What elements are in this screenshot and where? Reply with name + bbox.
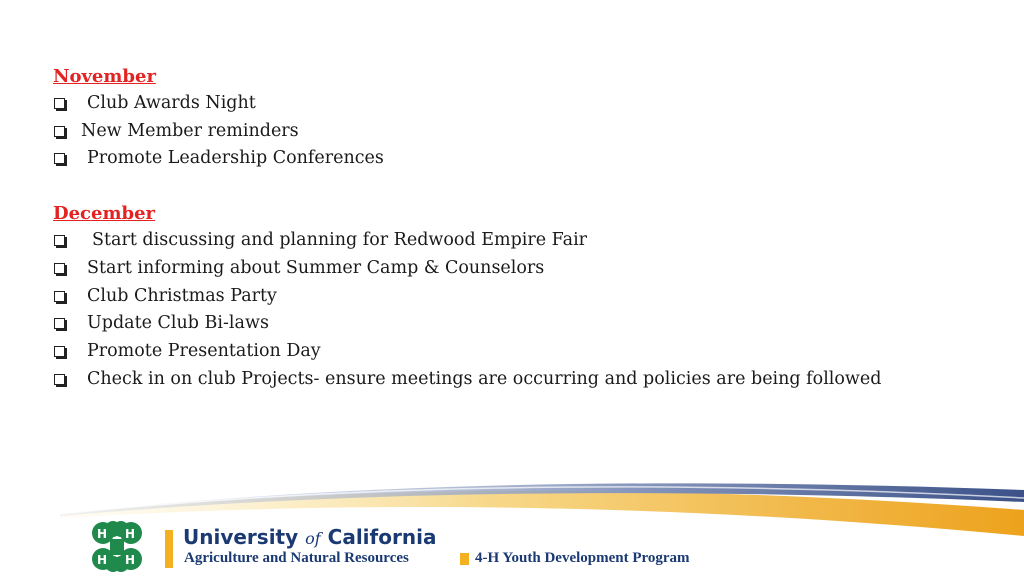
- december-checklist: [53, 227, 953, 393]
- uc-logo-bar: [165, 530, 173, 568]
- checkbox-bullet-icon: [54, 346, 65, 357]
- list-item: Check in on club Projects- ensure meetings are occurring and policies are being followed: [53, 366, 953, 394]
- svg-text:H: H: [125, 527, 136, 541]
- four-h-clover-icon: [86, 521, 148, 573]
- november-checklist: [53, 90, 953, 173]
- program-square-icon: [460, 553, 469, 565]
- program-label: 4-H Youth Development Program: [475, 550, 690, 566]
- svg-text:H: H: [125, 553, 136, 567]
- list-item: Update Club Bi-laws: [53, 310, 953, 338]
- footer: [0, 520, 1024, 576]
- checkbox-bullet-icon: [54, 318, 65, 329]
- checkbox-bullet-icon: [54, 374, 65, 385]
- uc-logo-title: University of California: [183, 525, 437, 549]
- svg-text:H: H: [97, 553, 108, 567]
- list-item: Start discussing and planning for Redwood Empire Fair: [53, 227, 953, 255]
- section-title-november: November: [53, 66, 156, 87]
- list-item: Promote Presentation Day: [53, 338, 953, 366]
- uc-division-label: Agriculture and Natural Resources: [184, 550, 409, 566]
- checkbox-bullet-icon: [54, 126, 65, 137]
- checkbox-bullet-icon: [54, 98, 65, 109]
- list-item: New Member reminders: [53, 118, 953, 146]
- list-item: Start informing about Summer Camp & Counselors: [53, 255, 953, 283]
- checkbox-bullet-icon: [54, 263, 65, 274]
- list-item: Promote Leadership Conferences: [53, 145, 953, 173]
- section-title-december: December: [53, 203, 156, 225]
- checkbox-bullet-icon: [54, 235, 65, 246]
- list-item: Club Awards Night: [53, 90, 953, 118]
- svg-text:H: H: [97, 527, 108, 541]
- slide-content: [53, 64, 953, 393]
- list-item: Club Christmas Party: [53, 283, 953, 311]
- checkbox-bullet-icon: [54, 291, 65, 302]
- checkbox-bullet-icon: [54, 153, 65, 164]
